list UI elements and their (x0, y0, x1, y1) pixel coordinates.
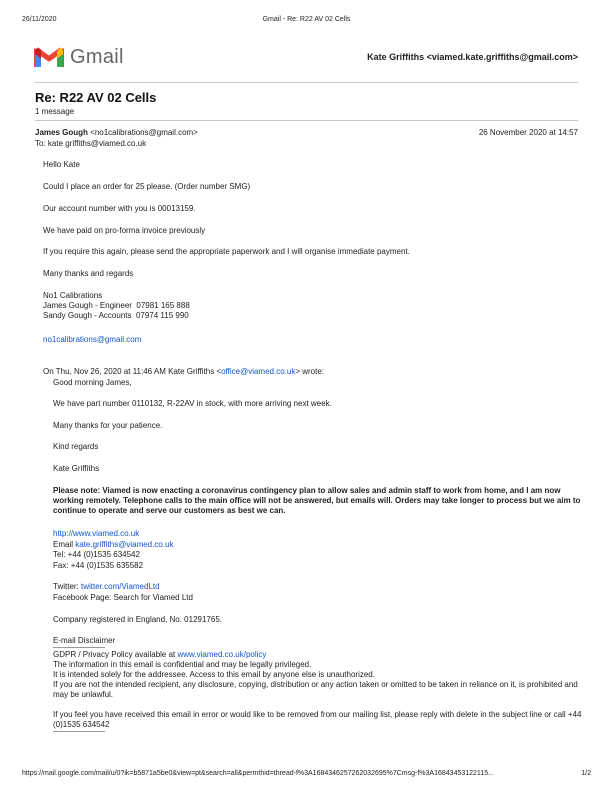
quote-para: Many thanks for your patience. (53, 421, 163, 430)
quote-para: We have part number 0110132, R-22AV in stock, with more arriving next week. (53, 399, 332, 408)
quote-intro (43, 367, 324, 377)
body-line: Many thanks and regards (43, 269, 134, 278)
disclaimer-rule (53, 731, 105, 732)
company-registration: Company registered in England, No. 01291765. (53, 615, 222, 624)
quote-greeting: Good morning James, (53, 378, 132, 387)
signature-line: Sandy Gough - Accounts 07974 115 990 (43, 311, 189, 320)
twitter-link[interactable]: twitter.com/ViamedLtd (81, 582, 160, 591)
twitter-label: Twitter: (53, 582, 82, 591)
quote-para: Kate Griffiths (53, 464, 100, 473)
disclaimer-line: The information in this email is confidential and may be legally privileged. (53, 660, 312, 669)
quote-intro-end: > wrote: (295, 367, 325, 376)
disclaimer-line: If you feel you have received this email in error or would like to be removed from our mailing list, please reply with delete in the subject line or call +44 (0)1535 634542 (53, 710, 582, 729)
gmail-logo-text: Gmail (70, 46, 124, 68)
twitter-line (53, 582, 160, 592)
sender-email: <no1calibrations@gmail.com> (90, 128, 198, 137)
disclaimer-title: E-mail Disclaimer (53, 636, 116, 645)
fax-line: Fax: +44 (0)1535 635582 (53, 561, 144, 570)
gmail-logo[interactable] (34, 44, 144, 70)
disclaimer-rule (53, 647, 105, 648)
gmail-m-icon (34, 44, 64, 68)
gdpr-label: GDPR / Privacy Policy available at (53, 650, 178, 659)
quote-intro-text: On Thu, Nov 26, 2020 at 11:46 AM Kate Griffiths < (43, 367, 222, 376)
print-page-number: 1/2 (581, 770, 591, 777)
kate-email-link[interactable]: kate.griffiths@viamed.co.uk (75, 540, 174, 549)
body-line: Our account number with you is 00013159. (43, 204, 196, 213)
website-link[interactable]: http://www.viamed.co.uk (53, 529, 140, 538)
print-url: https://mail.google.com/mail/u/0?ik=b5871a5be0&view=pt&search=all&permthid=thread-f%3A1684346257262032695%7Cmsg-f%3A16843453122115... (22, 770, 494, 777)
account-label: Kate Griffiths <viamed.kate.griffiths@gmail.com> (367, 52, 578, 62)
body-line: We have paid on pro-forma invoice previously (43, 226, 206, 235)
sender-name: James Gough (35, 128, 88, 137)
signature-line: James Gough - Engineer 07981 165 888 (43, 301, 190, 310)
message-count: 1 message (35, 107, 75, 116)
message-date: 26 November 2020 at 14:57 (478, 128, 578, 137)
subject-divider (35, 120, 578, 121)
print-title: Gmail - Re: R22 AV 02 Cells (262, 16, 351, 23)
facebook-line: Facebook Page: Search for Viamed Ltd (53, 593, 193, 602)
signature-email-link[interactable]: no1calibrations@gmail.com (43, 335, 142, 344)
contingency-notice: Please note: Viamed is now enacting a coronavirus contingency plan to allow sales and admin staff to work from home, and I am now working remotely. Telephone calls to the main office will not be answered, but emails will. Orders may take longer to process but we aim to continue to operate and serve our customers as best we can. (53, 486, 581, 515)
email-line (53, 540, 173, 550)
gdpr-line (53, 650, 583, 660)
body-line: If you require this again, please send the appropriate paperwork and I will organise immediate payment. (43, 247, 410, 256)
disclaimer-line: If you are not the intended recipient, any disclosure, copying, distribution or any action taken or omitted to be taken in reliance on it, is prohibited and may be unlawful. (53, 680, 578, 699)
disclaimer (53, 636, 583, 734)
thread-subject: Re: R22 AV 02 Cells (35, 90, 157, 105)
print-date: 26/11/2020 (22, 16, 57, 23)
disclaimer-line: It is intended solely for the addressee. Access to this email by anyone else is unauthorized. (53, 670, 375, 679)
header-divider (35, 82, 578, 83)
signature-line: No1 Calibrations (43, 291, 103, 300)
signature (43, 291, 190, 321)
quote-sender-link[interactable]: office@viamed.co.uk (221, 367, 296, 376)
sender (35, 128, 198, 138)
gdpr-policy-link[interactable]: www.viamed.co.uk/policy (177, 650, 267, 659)
body-line: Hello Kate (43, 160, 80, 169)
recipient: To: kate griffiths@viamed.co.uk (35, 139, 147, 148)
body-line: Could I place an order for 25 please. (Order number SMG) (43, 182, 251, 191)
quote-para: Kind regards (53, 442, 99, 451)
email-label: Email (53, 540, 76, 549)
tel-line: Tel: +44 (0)1535 634542 (53, 550, 140, 559)
